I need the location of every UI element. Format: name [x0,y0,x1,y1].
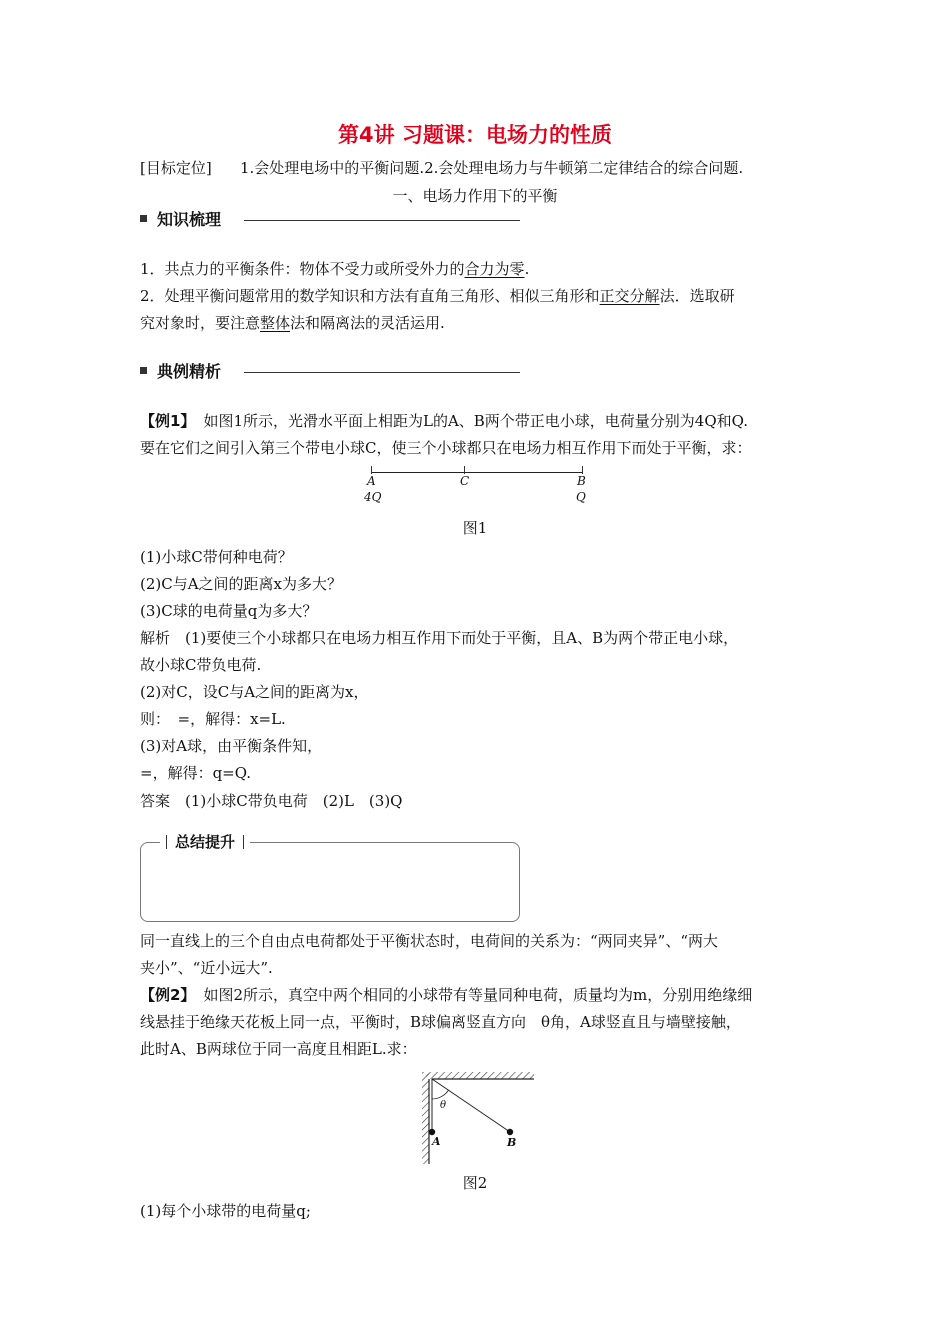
fig1-label-b: B [577,474,586,488]
summary-line2: 夹小”、“近小远大”. [140,959,273,977]
fig1-charge-a: 4Q [364,490,382,504]
objective-text: 1.会处理电场中的平衡问题.2.会处理电场力与牛顿第二定律结合的综合问题. [240,159,744,177]
knowledge-p1: 1．共点力的平衡条件：物体不受力或所受外力的合力为零. [140,260,530,278]
example1-solution-6: =，解得：q=Q. [140,764,252,782]
fig1-tick-b [582,466,583,474]
fig1-label-a: A [367,474,376,488]
fig2-label-a: A [432,1135,441,1148]
knowledge-p3: 究对象时，要注意整体法和隔离法的灵活运用. [140,314,445,332]
objective-label: [目标定位] [140,159,212,177]
knowledge-heading: 知识梳理 [140,209,221,231]
summary-line1: 同一直线上的三个自由点电荷都处于平衡状态时，电荷间的关系为：“两同夹异”、“两大 [140,932,719,950]
example1-solution-1: 解析 (1)要使三个小球都只在电场力相互作用下而处于平衡，且A、B为两个带正电小球， [140,629,739,647]
fig2-wall [422,1072,429,1164]
fig1-tick-a [371,466,372,474]
fig2-theta: θ [440,1100,447,1111]
example1-solution-2: 故小球C带负电荷. [140,656,262,674]
square-bullet-icon [140,215,147,222]
fig2-angle-arc [432,1090,449,1099]
example1-q2: (2)C与A之间的距离x为多大？ [140,575,343,593]
example1-q1: (1)小球C带何种电荷？ [140,548,293,566]
divider [244,372,520,373]
section-title: 一、电场力作用下的平衡 [392,187,558,205]
examples-heading: 典例精析 [140,361,221,383]
fig1-label-c: C [460,474,470,488]
example1-solution-3: (2)对C，设C与A之间的距离为x， [140,683,369,701]
example2-q1: (1)每个小球带的电荷量q; [140,1202,311,1220]
example1-solution-4: 则： =，解得：x=L. [140,710,286,728]
fig2-label-b: B [507,1136,517,1149]
example1-q3: (3)C球的电荷量q为多大？ [140,602,318,620]
example1-solution-5: (3)对A球，由平衡条件知， [140,737,323,755]
divider [244,220,520,221]
fig2-caption: 图2 [462,1174,488,1192]
example1-line2: 要在它们之间引入第三个带电小球C，使三个小球都只在电场力相互作用下而处于平衡，求： [140,439,752,457]
page-title: 第4讲 习题课：电场力的性质 [338,123,612,147]
example2-line2: 线悬挂于绝缘天花板上同一点，平衡时，B球偏离竖直方向 θ角，A球竖直且与墙壁接触， [140,1013,741,1031]
example2-line1: 【例2】 如图2所示，真空中两个相同的小球带有等量同种电荷，质量均为m，分别用绝缘细 [140,986,753,1004]
example1-answer: 答案 (1)小球C带负电荷 (2)L (3)Q [140,792,403,810]
fig1-caption: 图1 [462,519,488,537]
fig1-charge-b: Q [576,490,586,504]
fig1-tick-c [464,466,465,474]
example2-line3: 此时A、B两球位于同一高度且相距L.求： [140,1040,417,1058]
knowledge-p2: 2．处理平衡问题常用的数学知识和方法有直角三角形、相似三角形和正交分解法．选取研 [140,287,735,305]
fig2-ceiling [426,1072,534,1079]
summary-box [140,842,520,922]
fig2-ball-b [507,1129,513,1135]
square-bullet-icon [140,367,147,374]
fig1-line [371,472,583,473]
fig2-diagram [418,1070,538,1170]
example1-line1: 【例1】 如图1所示，光滑水平面上相距为L的A、B两个带正电小球，电荷量分别为4Q和Q. [140,412,748,430]
summary-label: 总结提升 [160,832,250,852]
